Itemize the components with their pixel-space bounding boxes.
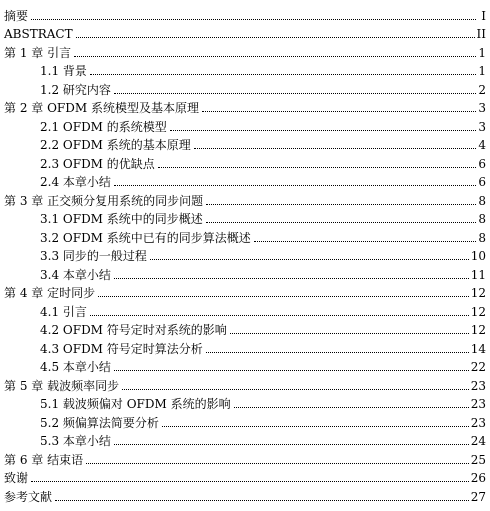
toc-section-entry[interactable] — [4, 263, 486, 282]
toc-page-number: 8 — [478, 193, 486, 208]
toc-dot-leader — [90, 314, 469, 316]
toc-dot-leader — [31, 480, 469, 482]
toc-page-number: II — [476, 27, 486, 41]
toc-entry-title: 4.2 OFDM 符号定时对系统的影响 — [40, 323, 227, 337]
toc-page-number: 6 — [478, 175, 486, 189]
toc-page-number: 22 — [470, 360, 486, 374]
toc-entry-title: 摘要 — [4, 8, 29, 23]
toc-page-number: 14 — [470, 341, 486, 356]
toc-section-entry[interactable] — [4, 319, 486, 338]
toc-dot-leader — [55, 499, 469, 501]
toc-dot-leader — [234, 406, 469, 408]
toc-dot-leader — [90, 73, 476, 75]
toc-dot-leader — [206, 351, 469, 353]
toc-section-entry[interactable] — [4, 152, 486, 171]
toc-entry-title: 2.1 OFDM 的系统模型 — [40, 119, 167, 134]
toc-page-number: 1 — [478, 45, 486, 60]
toc-entry-title: 第 5 章 载波频率同步 — [4, 378, 120, 393]
toc-dot-leader — [114, 184, 476, 186]
toc-section-entry[interactable] — [4, 393, 486, 412]
toc-page-number: 1 — [478, 64, 486, 78]
toc-entry-title: 第 1 章 引言 — [4, 45, 72, 60]
toc-entry-title: 第 6 章 结束语 — [4, 452, 84, 467]
toc-dot-leader — [150, 258, 469, 260]
toc-dot-leader — [122, 388, 469, 390]
toc-page-number: 27 — [470, 489, 486, 504]
toc-section-entry[interactable] — [4, 356, 486, 375]
toc-dot-leader — [98, 295, 469, 297]
toc-page-number: 3 — [478, 119, 486, 134]
toc-entry-title: 第 4 章 定时同步 — [4, 286, 96, 300]
toc-page-number: 12 — [470, 323, 486, 337]
toc-entry-title: 第 3 章 正交频分复用系统的同步问题 — [4, 193, 204, 208]
toc-dot-leader — [254, 240, 476, 242]
toc-section-entry[interactable] — [4, 208, 486, 227]
toc-section-entry[interactable] — [4, 78, 486, 97]
toc-entry-title: 3.1 OFDM 系统中的同步概述 — [40, 212, 203, 226]
toc-dot-leader — [114, 92, 476, 94]
toc-section-entry[interactable] — [4, 430, 486, 449]
toc-section-entry[interactable] — [4, 171, 486, 190]
toc-page-number: 25 — [470, 452, 486, 467]
toc-dot-leader — [162, 425, 469, 427]
toc-section-entry[interactable] — [4, 226, 486, 245]
toc-page-number: 10 — [470, 249, 486, 263]
toc-page-number: 4 — [478, 138, 486, 152]
toc-dot-leader — [194, 147, 476, 149]
toc-section-entry[interactable] — [4, 411, 486, 430]
toc-dot-leader — [158, 166, 476, 168]
toc-entry-title: 4.5 本章小结 — [40, 360, 111, 374]
toc-chapter-entry[interactable] — [4, 23, 486, 42]
toc-page-number: 11 — [470, 267, 486, 282]
toc-entry-title: 5.2 频偏算法简要分析 — [40, 415, 159, 430]
toc-dot-leader — [76, 36, 475, 38]
toc-page-number: 8 — [478, 212, 486, 226]
toc-entry-title: ABSTRACT — [4, 27, 73, 41]
toc-dot-leader — [114, 369, 469, 371]
toc-dot-leader — [86, 462, 469, 464]
toc-dot-leader — [206, 221, 476, 223]
toc-entry-title: 致谢 — [4, 471, 29, 485]
toc-chapter-entry[interactable] — [4, 467, 486, 486]
toc-page-number: 23 — [470, 378, 486, 393]
toc-entry-title: 3.2 OFDM 系统中已有的同步算法概述 — [40, 230, 251, 245]
toc-section-entry[interactable] — [4, 134, 486, 153]
toc-page-number: 24 — [470, 434, 486, 448]
toc-page-number: 6 — [478, 156, 486, 171]
toc-section-entry[interactable] — [4, 115, 486, 134]
toc-dot-leader — [31, 18, 476, 20]
toc-page-number: 23 — [470, 397, 486, 411]
toc-page-number: 12 — [470, 304, 486, 319]
toc-page-number: I — [481, 8, 486, 23]
toc-dot-leader — [202, 110, 476, 112]
toc-chapter-entry[interactable] — [4, 189, 486, 208]
toc-dot-leader — [170, 129, 476, 131]
toc-section-entry[interactable] — [4, 60, 486, 79]
table-of-contents — [4, 4, 486, 504]
toc-chapter-entry[interactable] — [4, 282, 486, 301]
toc-entry-title: 2.4 本章小结 — [40, 175, 111, 189]
toc-entry-title: 5.1 载波频偏对 OFDM 系统的影响 — [40, 397, 231, 411]
toc-dot-leader — [114, 277, 469, 279]
toc-chapter-entry[interactable] — [4, 374, 486, 393]
toc-entry-title: 3.4 本章小结 — [40, 267, 111, 282]
toc-page-number: 8 — [478, 230, 486, 245]
toc-entry-title: 1.1 背景 — [40, 64, 87, 78]
toc-entry-title: 3.3 同步的一般过程 — [40, 249, 147, 263]
toc-chapter-entry[interactable] — [4, 4, 486, 23]
toc-dot-leader — [230, 332, 469, 334]
toc-dot-leader — [114, 443, 469, 445]
toc-entry-title: 参考文献 — [4, 489, 53, 504]
toc-chapter-entry[interactable] — [4, 97, 486, 116]
toc-entry-title: 5.3 本章小结 — [40, 434, 111, 448]
toc-dot-leader — [206, 203, 476, 205]
toc-page-number: 23 — [470, 415, 486, 430]
toc-page-number: 2 — [478, 82, 486, 97]
toc-section-entry[interactable] — [4, 245, 486, 264]
toc-entry-title: 1.2 研究内容 — [40, 82, 111, 97]
toc-chapter-entry[interactable] — [4, 485, 486, 504]
toc-page-number: 12 — [470, 286, 486, 300]
toc-entry-title: 4.1 引言 — [40, 304, 87, 319]
toc-page-number: 26 — [470, 471, 486, 485]
toc-page-number: 3 — [478, 101, 486, 115]
toc-section-entry[interactable] — [4, 337, 486, 356]
toc-entry-title: 4.3 OFDM 符号定时算法分析 — [40, 341, 203, 356]
toc-entry-title: 2.3 OFDM 的优缺点 — [40, 156, 155, 171]
toc-entry-title: 2.2 OFDM 系统的基本原理 — [40, 138, 191, 152]
toc-entry-title: 第 2 章 OFDM 系统模型及基本原理 — [4, 101, 199, 115]
toc-dot-leader — [74, 55, 476, 57]
toc-chapter-entry[interactable] — [4, 41, 486, 60]
toc-section-entry[interactable] — [4, 300, 486, 319]
toc-chapter-entry[interactable] — [4, 448, 486, 467]
